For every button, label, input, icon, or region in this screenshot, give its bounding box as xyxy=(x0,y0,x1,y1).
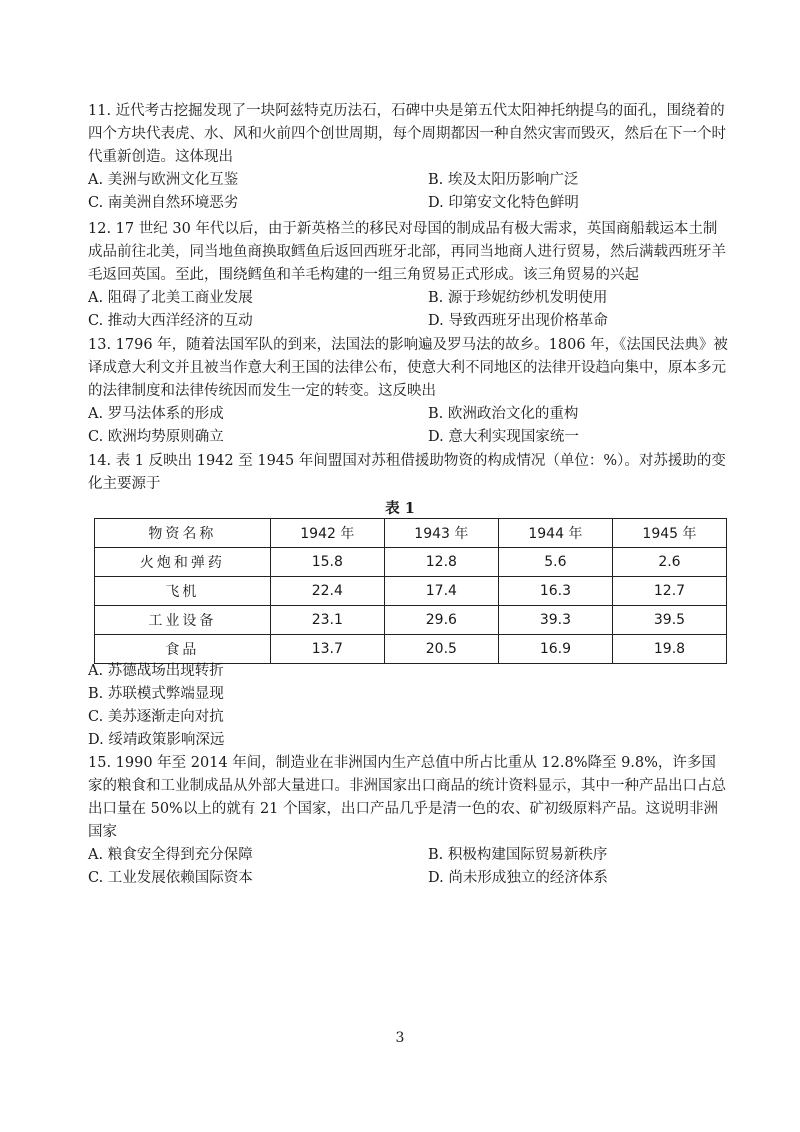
table-header-cell: 1942 年 xyxy=(270,519,384,548)
table-cell: 飞机 xyxy=(95,577,271,606)
question-15-options-row1 xyxy=(88,844,728,867)
table-header-row xyxy=(95,519,727,548)
question-15-option-b: B. 积极构建国际贸易新秩序 xyxy=(428,847,608,863)
table-row xyxy=(95,606,727,635)
table-cell: 5.6 xyxy=(498,548,612,577)
table-row xyxy=(95,577,727,606)
question-12-option-d: D. 导致西班牙出现价格革命 xyxy=(428,313,608,329)
table-cell: 13.7 xyxy=(270,635,384,664)
question-15-stem: 15. 1990 年至 2014 年间，制造业在非洲国内生产总值中所占比重从 12.8%降至 9.8%，许多国家的粮食和工业制成品从外部大量进口。非洲国家出口商品的统计资料显示，其中一种产品出口占总出口量在 50%以上的就有 21 个国家，出口产品几乎是清一色的农、矿初级原料产品。这说明非洲国家 xyxy=(88,755,726,840)
table-cell: 16.3 xyxy=(498,577,612,606)
question-12-option-c: C. 推动大西洋经济的互动 xyxy=(88,313,253,329)
question-12-option-b: B. 源于珍妮纺纱机发明使用 xyxy=(428,290,608,306)
question-13-option-d: D. 意大利实现国家统一 xyxy=(428,429,579,445)
question-12-stem: 12. 17 世纪 30 年代以后，由于新英格兰的移民对母国的制成品有极大需求，英国商船载运本土制成品前往北美，同当地鱼商换取鳕鱼后返回西班牙北部，再同当地商人进行贸易，然后满载西班牙羊毛返回英国。至此，围绕鳕鱼和羊毛构建的一组三角贸易正式形成。该三角贸易的兴起 xyxy=(88,221,726,283)
table-title: 表 1 xyxy=(385,500,415,517)
question-13-option-a: A. 罗马法体系的形成 xyxy=(88,406,224,422)
question-11-option-a: A. 美洲与欧洲文化互鉴 xyxy=(88,172,239,188)
table-cell: 20.5 xyxy=(384,635,498,664)
table-cell: 19.8 xyxy=(612,635,726,664)
table-row xyxy=(95,548,727,577)
question-14 xyxy=(88,450,728,496)
question-12-option-a: A. 阻碍了北美工商业发展 xyxy=(88,290,253,306)
table-cell: 12.8 xyxy=(384,548,498,577)
question-11 xyxy=(88,100,728,215)
question-13-option-c: C. 欧洲均势原则确立 xyxy=(88,429,224,445)
question-14-stem: 14. 表 1 反映出 1942 至 1945 年间盟国对苏租借援助物资的构成情况（单位：%）。对苏援助的变化主要源于 xyxy=(88,453,726,492)
question-13 xyxy=(88,334,728,449)
table-cell: 39.3 xyxy=(498,606,612,635)
table-cell: 16.9 xyxy=(498,635,612,664)
question-11-stem: 11. 近代考古挖掘发现了一块阿兹特克历法石，石碑中央是第五代太阳神托纳提乌的面孔，围绕着的四个方块代表虎、水、风和火前四个创世周期，每个周期都因一种自然灾害而毁灭，然后在下一个时代重新创造。这体现出 xyxy=(88,103,726,165)
question-14-option-a: A. 苏德战场出现转折 xyxy=(88,663,224,679)
table-header-cell: 1943 年 xyxy=(384,519,498,548)
table-cell: 17.4 xyxy=(384,577,498,606)
question-11-option-c: C. 南美洲自然环境恶劣 xyxy=(88,195,239,211)
table-cell: 23.1 xyxy=(270,606,384,635)
question-15-option-d: D. 尚未形成独立的经济体系 xyxy=(428,870,608,886)
table-cell: 工业设备 xyxy=(95,606,271,635)
question-12 xyxy=(88,218,728,333)
question-12-options-row2 xyxy=(88,310,728,333)
aid-composition-table xyxy=(94,518,727,664)
question-15 xyxy=(88,752,728,890)
question-11-options-row2 xyxy=(88,192,728,215)
table-header-cell: 1945 年 xyxy=(612,519,726,548)
table-cell: 29.6 xyxy=(384,606,498,635)
table-cell: 12.7 xyxy=(612,577,726,606)
question-15-option-c: C. 工业发展依赖国际资本 xyxy=(88,870,253,886)
question-13-options-row2 xyxy=(88,426,728,449)
table-header-cell: 1944 年 xyxy=(498,519,612,548)
table-cell: 39.5 xyxy=(612,606,726,635)
question-13-stem: 13. 1796 年，随着法国军队的到来，法国法的影响遍及罗马法的故乡。1806 年，《法国民法典》被译成意大利文并且被当作意大利王国的法律公布，使意大利不同地区的法律开设趋向集中，原本多元的法律制度和法律传统因而发生一定的转变。这反映出 xyxy=(88,337,728,399)
question-12-options-row1 xyxy=(88,287,728,310)
table-cell: 食品 xyxy=(95,635,271,664)
table-cell: 2.6 xyxy=(612,548,726,577)
question-11-option-b: B. 埃及太阳历影响广泛 xyxy=(428,172,579,188)
question-14-option-b: B. 苏联模式弊端显现 xyxy=(88,686,224,702)
question-13-options-row1 xyxy=(88,403,728,426)
question-15-options-row2 xyxy=(88,867,728,890)
table-cell: 22.4 xyxy=(270,577,384,606)
question-14-option-c: C. 美苏逐渐走向对抗 xyxy=(88,709,224,725)
question-13-option-b: B. 欧洲政治文化的重构 xyxy=(428,406,579,422)
question-11-option-d: D. 印第安文化特色鲜明 xyxy=(428,195,579,211)
table-cell: 火炮和弹药 xyxy=(95,548,271,577)
question-11-options-row1 xyxy=(88,169,728,192)
question-15-option-a: A. 粮食安全得到充分保障 xyxy=(88,847,253,863)
question-14-option-d: D. 绥靖政策影响深远 xyxy=(88,732,225,748)
table-header-cell: 物资名称 xyxy=(95,519,271,548)
page-number: 3 xyxy=(395,1030,405,1046)
table-cell: 15.8 xyxy=(270,548,384,577)
question-14-options xyxy=(88,660,728,752)
